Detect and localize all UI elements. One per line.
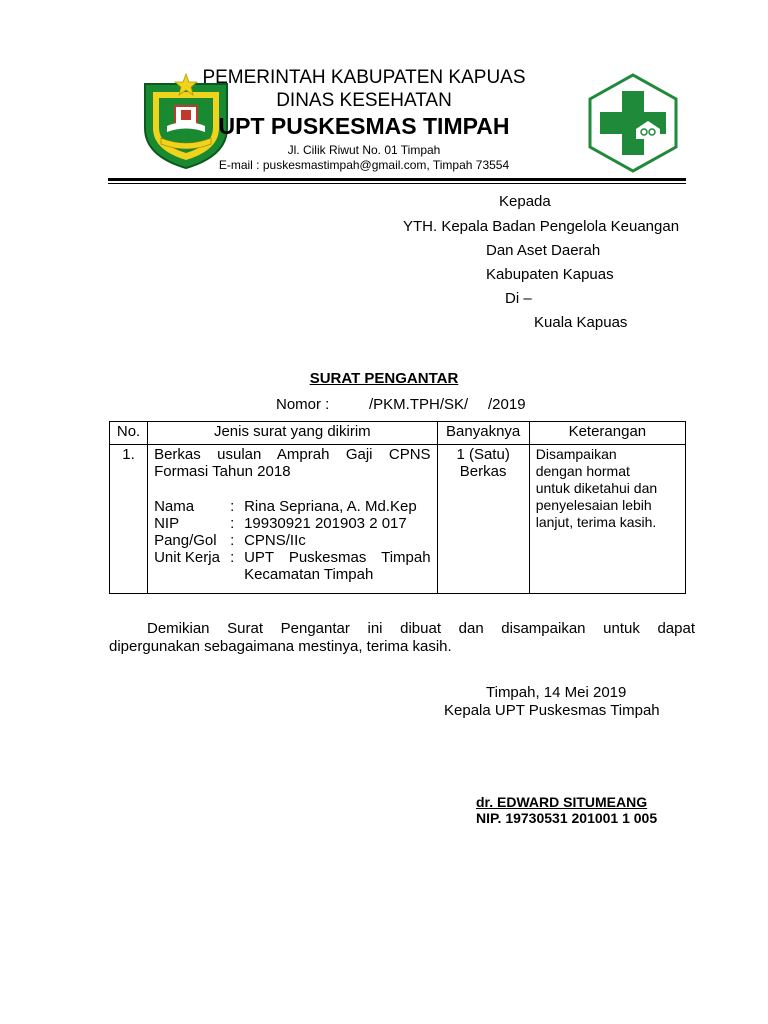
nomor-value: /PKM.TPH/SK/: [369, 396, 469, 413]
field-nip: [154, 515, 431, 532]
recipient-line2: Dan Aset Daerah: [486, 242, 601, 259]
table-header-row: [110, 422, 686, 445]
letterhead-institution: UPT PUSKESMAS TIMPAH: [218, 113, 510, 139]
letterhead-address: Jl. Cilik Riwut No. 01 Timpah: [287, 143, 441, 157]
nomor-label: Nomor :: [276, 396, 330, 413]
closing-line1: Demikian Surat Pengantar ini dibuat dan disampaikan untuk dapat: [147, 620, 695, 637]
recipient-city: Kuala Kapuas: [534, 314, 628, 331]
field-value: CPNS/IIc: [244, 532, 306, 549]
letterhead-email: E-mail : puskesmastimpah@gmail.com, Timpah 73554: [218, 158, 510, 172]
field-unit-kerja: [154, 549, 431, 566]
description-line1: Berkas usulan Amprah Gaji CPNS: [154, 446, 431, 463]
field-nama: [154, 498, 431, 515]
quantity-line1: 1 (Satu): [456, 446, 510, 463]
document-table: [109, 421, 686, 594]
remark-line: penyelesaian lebih: [535, 497, 652, 513]
recipient-kepada: Kepada: [499, 193, 551, 210]
cell-no: 1.: [110, 445, 148, 594]
signature-position: Kepala UPT Puskesmas Timpah: [444, 702, 660, 719]
letterhead-rule-thick: [108, 178, 686, 181]
cell-remark: [529, 445, 685, 594]
col-header-keterangan: Keterangan: [529, 422, 685, 445]
field-pang-gol: [154, 532, 431, 549]
field-value: UPT Puskesmas Timpah: [244, 549, 431, 566]
remark-line: dengan hormat: [535, 463, 630, 479]
field-label: NIP: [154, 515, 180, 532]
table-row: [110, 445, 686, 594]
recipient-di: Di –: [505, 290, 532, 307]
closing-paragraph: [109, 620, 695, 656]
remark-line: Disampaikan: [535, 446, 617, 462]
remark-line: untuk diketahui dan: [535, 480, 658, 496]
quantity-line2: Berkas: [459, 463, 507, 480]
col-header-banyaknya: Banyaknya: [437, 422, 529, 445]
description-line2: Formasi Tahun 2018: [154, 463, 291, 480]
field-label: Unit Kerja: [154, 549, 220, 566]
col-header-no: No.: [110, 422, 148, 445]
closing-line2: dipergunakan sebagaimana mestinya, terima kasih.: [109, 638, 452, 655]
cell-description: [148, 445, 438, 594]
signature-nip: NIP. 19730531 201001 1 005: [476, 810, 658, 826]
field-sep: :: [230, 515, 235, 532]
letterhead-department: DINAS KESEHATAN: [276, 90, 452, 111]
recipient-line3: Kabupaten Kapuas: [486, 266, 614, 283]
signature-place-date: Timpah, 14 Mei 2019: [486, 684, 627, 701]
recipient-yth: YTH. Kepala Badan Pengelola Keuangan: [403, 218, 680, 235]
field-label: Pang/Gol: [154, 532, 217, 549]
letter-title: SURAT PENGANTAR: [309, 370, 459, 387]
col-header-jenis: Jenis surat yang dikirim: [148, 422, 438, 445]
unit-kerja-continued: Kecamatan Timpah: [244, 566, 374, 583]
nomor-year: /2019: [488, 396, 526, 413]
letterhead-government: PEMERINTAH KABUPATEN KAPUAS: [202, 67, 526, 88]
field-value: 19930921 201903 2 017: [244, 515, 407, 532]
signature-name: dr. EDWARD SITUMEANG: [476, 794, 648, 810]
field-sep: :: [230, 532, 235, 549]
remark-line: lanjut, terima kasih.: [535, 514, 657, 530]
letterhead-rule-thin: [108, 183, 686, 184]
cell-quantity: [437, 445, 529, 594]
field-sep: :: [230, 549, 235, 566]
field-label: Nama: [154, 498, 195, 515]
field-sep: :: [230, 498, 235, 515]
field-value: Rina Sepriana, A. Md.Kep: [244, 498, 417, 515]
